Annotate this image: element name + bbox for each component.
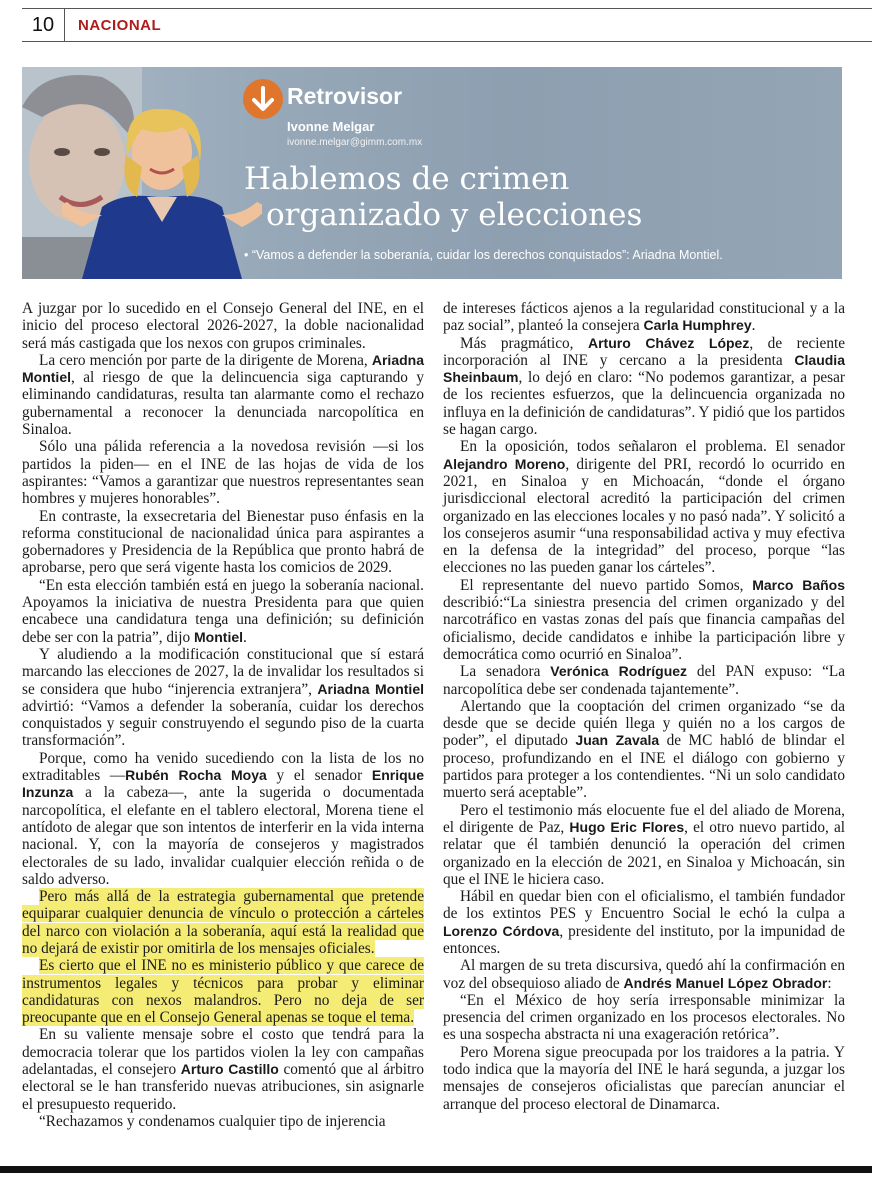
bold-name: Rubén Rocha Moya (125, 767, 267, 784)
text-run: En su valiente mensaje sobre el costo que tendrá para la democracia tolerar que los partidos violen la ley con campañas adelantadas, el consejero (22, 1026, 424, 1079)
article-paragraph (22, 508, 424, 577)
article-paragraph (22, 888, 424, 957)
text-run: comentó que al árbitro electoral se le han transferido nuevas atribuciones, sin asignarle el presupuesto requerido. (22, 1061, 424, 1113)
bold-name: Claudia Sheinbaum (443, 351, 845, 386)
section-label: NACIONAL (78, 17, 162, 34)
article-headline (244, 161, 642, 233)
text-run: . (243, 628, 247, 646)
text-run: Pero Morena sigue preocupada por los traidores a la patria. Y todo indica que la mayoría del INE le hará segunda, a juzgar los mensajes de consejeros oficialistas que parecían anunciar el arranque del proceso electoral de Dinamarca. (443, 1043, 845, 1113)
highlighted-text (22, 888, 424, 957)
bold-name: Juan Zavala (575, 732, 660, 749)
article-paragraph (443, 1044, 845, 1113)
text-run: , lo dejó en claro: “No podemos garantizar, a pesar de los recientes esfuerzos, que la delincuencia organizada no influya en la definición de candidaturas”. Y pidió que los partidos se hagan cargo. (443, 369, 845, 439)
text-run: Más pragmático, (460, 334, 588, 352)
text-run: Alertando que la cooptación del crimen organizado “se da desde que se decide quién llega y quién no a los cargos de poder”, el diputado (443, 697, 845, 750)
text-run: “Rechazamos y condenamos cualquier tipo de injerencia (39, 1112, 386, 1130)
text-run: , al riesgo de que la delincuencia siga capturando y eliminando candidaturas, resulta tan alarmante como el rechazo gubernamental a reconocer la denunciada narcopolítica en Sinaloa. (22, 369, 424, 439)
bold-name: Arturo Castillo (180, 1061, 279, 1078)
text-run: “En esta elección también está en juego la soberanía nacional. Apoyamos la iniciativa de nuestra Presidenta para que quien encabece una candidatura tenga una definición; su definición debe ser con la patria”, dijo (22, 576, 424, 646)
text-run: de intereses fácticos ajenos a la regularidad constitucional y a la paz social”, planteó la consejera (443, 300, 845, 335)
text-run: advirtió: “Vamos a defender la soberanía, cuidar los derechos conquistados y seguir construyendo el segundo piso de la cuarta transformación”. (22, 697, 424, 750)
text-run: En contraste, la exsecretaria del Bienestar puso énfasis en la reforma constitucional de nacionalidad única para aspirantes a gobernadores y Presidencia de la República que pronto habrá de aprobarse, pero que será vigente hasta los comicios de 2029. (22, 507, 424, 577)
text-run: , el otro nuevo partido, al relatar que él también denunció la operación del crimen organizado en la elección de 2021, en Sinaloa y Michoacán, sin que el INE le hiciera caso. (443, 818, 845, 888)
text-run: Al margen de su treta discursiva, quedó ahí la confirmación en voz del obsequioso aliado de (443, 957, 845, 992)
text-run: a la cabeza—, ante la sugerida o documentada narcopolítica, el elefante en el tablero electoral, Morena tiene el antídoto de alegar que son intentos de interferir en la vida interna nacional. Y, con la mayoría de consejeros y magistrados electorales de su lado, invalidar cualquier elección reñida o de saldo adverso. (22, 784, 424, 888)
article-paragraph (22, 300, 424, 352)
author-name: Ivonne Melgar (287, 119, 375, 134)
text-run: describió:“La siniestra presencia del crimen organizado y del narcotráfico en vastas zonas del país que financia campañas del oficialismo, decide candidatos e inhibe la participación libre y democrática como ocurrió en Sinaloa”. (443, 594, 845, 663)
page-header-bar (22, 8, 872, 42)
article-paragraph (22, 750, 424, 888)
bold-name: Ariadna Montiel (317, 680, 424, 697)
page-bottom-rule (0, 1166, 872, 1173)
text-run: Porque, como ha venido sucediendo con la lista de los no extraditables — (22, 749, 424, 785)
article-paragraph (443, 957, 845, 992)
column-header-banner (22, 67, 842, 279)
text-run: Es cierto que el INE no es ministerio público y que carece de instrumentos legales y técnicos para probar y eliminar candidaturas con nexos malandros. Pero no deja de ser preocupante que en el Consejo General apenas se toque el tema. (22, 957, 424, 1027)
column-logo (243, 79, 283, 119)
text-run: , de reciente incorporación al INE y cercano a la presidenta (443, 334, 846, 369)
bold-name: Montiel (194, 628, 244, 645)
bold-name: Lorenzo Córdova (443, 922, 560, 939)
article-paragraph (443, 335, 845, 439)
bold-name: Enrique Inzunza (22, 767, 424, 801)
article-paragraph (22, 577, 424, 646)
text-run: Y aludiendo a la modificación constitucional que sí estará marcando las elecciones de 2027, la de invalidar los resultados si se considera que hubo “injerencia extranjera”, (22, 645, 424, 698)
headline-line-2: organizado y elecciones (266, 197, 643, 233)
text-run: , dirigente del PRI, recordó lo ocurrido en 2021, en Sinaloa y en Michoacán, “donde el órgano jurisdiccional electoral acreditó la participación del crimen organizado en las elecciones locales y no pasó nada”. Y solicitó a los consejeros asumir “una responsabilidad activa y muy efectiva en la defensa de la integridad” del proceso, porque “las elecciones no las pueden ganar los cárteles”. (443, 455, 845, 577)
bold-name: Carla Humphrey (643, 317, 752, 334)
text-run: de MC habló de blindar el proceso, profundizando en el INE el diálogo con gobierno y partidos para proteger a los contendientes. “Ni un solo candidato muerto será aceptable”. (443, 732, 845, 802)
text-run: Pero el testimonio más elocuente fue el del aliado de Morena, el dirigente de Paz, (443, 801, 845, 836)
author-email: ivonne.melgar@gimm.com.mx (287, 137, 423, 148)
text-run: Hábil en quedar bien con el oficialismo, el también fundador de los extintos PES y Encuentro Social le echó la culpa a (443, 888, 845, 923)
text-run: En la oposición, todos señalaron el problema. El senador (460, 438, 845, 456)
article-paragraph (443, 438, 845, 576)
article-paragraph (22, 1113, 424, 1130)
article-paragraph (22, 1026, 424, 1112)
text-run: , presidente del instituto, por la impunidad de entonces. (443, 922, 845, 957)
text-run: del PAN expuso: “La narcopolítica debe ser condenada tajantemente”. (443, 663, 845, 698)
article-paragraph (443, 698, 845, 802)
bold-name: Ariadna Montiel (22, 351, 424, 386)
text-run: El representante del nuevo partido Somos, (460, 576, 753, 594)
bold-name: Andrés Manuel López Obrador (623, 974, 828, 991)
column-name: Retrovisor (287, 83, 403, 109)
down-arrow-icon (243, 79, 283, 119)
author-photo (62, 97, 262, 279)
article-paragraph (443, 802, 845, 888)
bold-name: Hugo Eric Flores (569, 818, 685, 835)
article-paragraph (22, 352, 424, 438)
article-paragraph (22, 957, 424, 1026)
article-paragraph (443, 992, 845, 1044)
page-number: 10 (22, 9, 65, 41)
article-column-left (22, 300, 424, 1130)
text-run: . (751, 317, 756, 335)
article-paragraph (443, 663, 845, 698)
article-column-right (443, 300, 845, 1113)
headline-line-1: Hablemos de crimen (244, 161, 570, 197)
text-run: La cero mención por parte de la dirigente de Morena, (39, 351, 372, 369)
bold-name: Verónica Rodríguez (550, 663, 688, 680)
highlighted-text (22, 957, 424, 1026)
bold-name: Marco Baños (752, 576, 845, 593)
text-run: La senadora (460, 663, 551, 681)
article-paragraph (443, 300, 845, 335)
text-run: “En el México de hoy sería irresponsable minimizar la presencia del crimen organizado en los procesos electorales. No es una sospecha abstracta ni una exageración retórica”. (443, 991, 845, 1044)
text-run: Pero más allá de la estrategia gubernamental que pretende equiparar cualquier denuncia de vínculo o protección a cárteles del narco con violación a la soberanía, aquí está la realidad que no dejará de existir por omitirla de los mensajes oficiales. (22, 888, 424, 957)
text-run: Sólo una pálida referencia a la novedosa revisión —si los partidos la piden— en el INE de las hojas de vida de los aspirantes: “Vamos a garantizar que nuestros representantes sean hombres y mujeres honorables”. (22, 438, 424, 508)
text-run: A juzgar por lo sucedido en el Consejo General del INE, en el inicio del proceso electoral 2026-2027, la doble nacionalidad será más castigada que los nexos con grupos criminales. (22, 300, 424, 352)
bold-name: Arturo Chávez López (587, 334, 750, 351)
bold-name: Alejandro Moreno (443, 455, 566, 472)
text-run: y el senador (266, 767, 372, 785)
text-run: : (827, 974, 832, 992)
article-paragraph (443, 888, 845, 957)
article-paragraph (443, 577, 845, 663)
article-paragraph (22, 646, 424, 750)
article-paragraph (22, 438, 424, 507)
pull-quote: • “Vamos a defender la soberanía, cuidar los derechos conquistados”: Ariadna Montiel. (244, 248, 723, 262)
